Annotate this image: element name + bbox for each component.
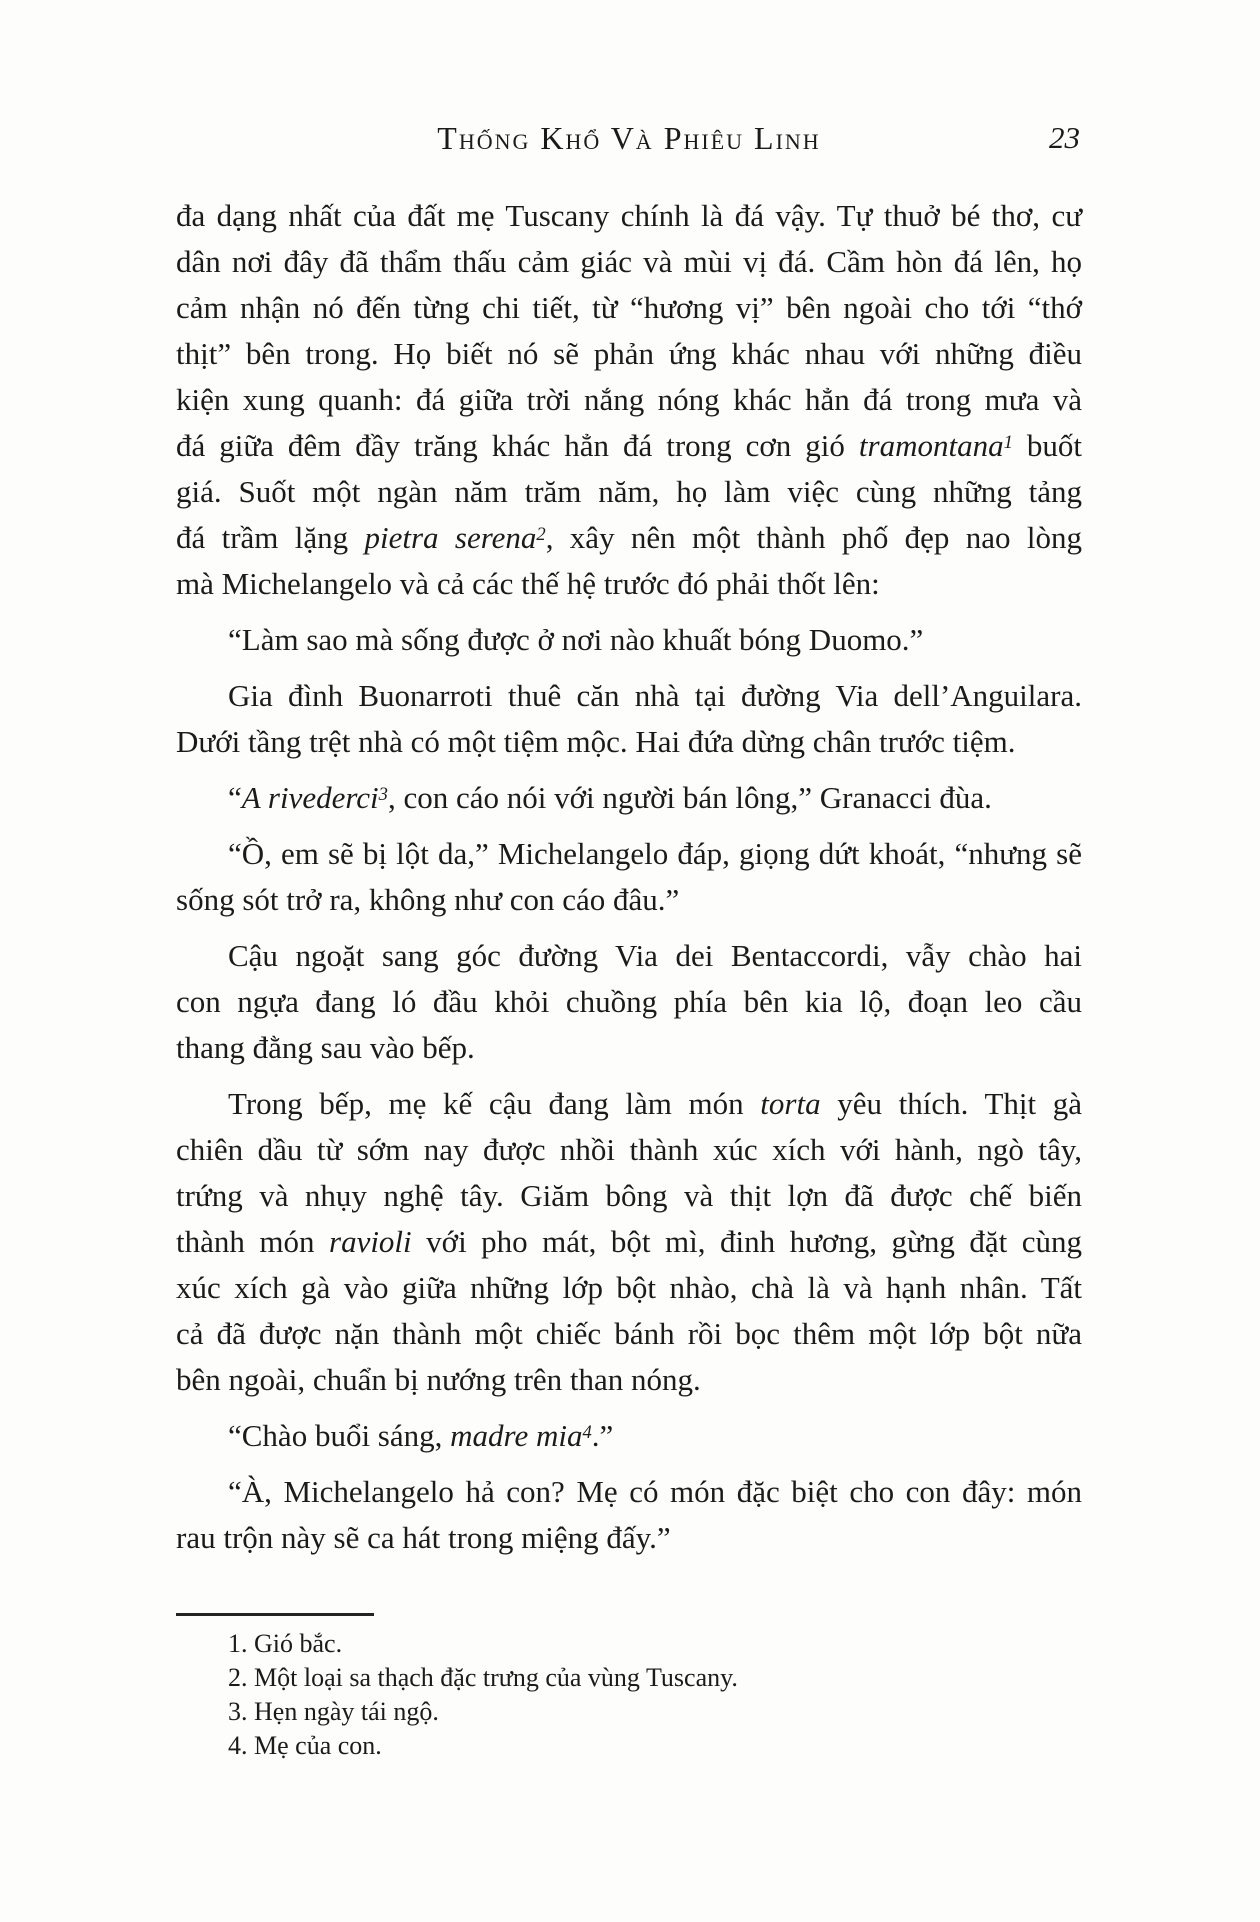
italic-phrase: torta xyxy=(760,1086,821,1121)
italic-phrase: tramontana xyxy=(858,428,1004,463)
paragraph xyxy=(176,1469,1082,1561)
paragraph xyxy=(176,673,1082,765)
footnote-item: 2. Một loại sa thạch đặc trưng của vùng Tuscany. xyxy=(228,1663,738,1692)
text-line: mà Michelangelo và cả các thế hệ trước đó phải thốt lên: xyxy=(176,566,880,601)
paragraph xyxy=(176,933,1082,1071)
text-line: Dưới tầng trệt nhà có một tiệm mộc. Hai đứa dừng chân trước tiệm. xyxy=(176,724,1016,759)
text-line: Trong bếp, mẹ kế cậu đang làm món torta yêu thích. Thịt gà xyxy=(228,1086,1083,1121)
footnote-marker: 4 xyxy=(582,1421,592,1443)
footnote-marker: 3 xyxy=(378,783,388,805)
italic-phrase: madre mia xyxy=(450,1418,583,1453)
text-line: đá trầm lặng pietra serena$^2$, xây nên một thành phố đẹp nao lòng xyxy=(176,520,1083,555)
text-line: đa dạng nhất của đất mẹ Tuscany chính là đá vậy. Tự thuở bé thơ, cư xyxy=(176,198,1082,233)
footnote-item: 4. Mẹ của con. xyxy=(228,1731,382,1760)
text-line: “A rivederci$^3$, con cáo nói với người bán lông,” Granacci đùa. xyxy=(228,780,992,815)
paragraph xyxy=(176,1081,1082,1403)
page-number: 23 xyxy=(1049,120,1080,155)
text-line: “Làm sao mà sống được ở nơi nào khuất bóng Duomo.” xyxy=(228,622,924,657)
paragraph xyxy=(176,831,1082,923)
italic-phrase: A rivederci xyxy=(241,780,379,815)
footnote-divider xyxy=(176,1613,374,1616)
text-line: cảm nhận nó đến từng chi tiết, từ “hương vị” bên ngoài cho tới “thớ xyxy=(176,290,1082,325)
text-line: thịt” bên trong. Họ biết nó sẽ phản ứng khác nhau với những điều xyxy=(176,336,1082,371)
text-line: “À, Michelangelo hả con? Mẹ có món đặc biệt cho con đây: món xyxy=(228,1474,1082,1509)
paragraph xyxy=(176,1413,1082,1459)
running-header-title: Thống Khổ Và Phiêu Linh xyxy=(437,120,821,156)
text-line: rau trộn này sẽ ca hát trong miệng đấy.” xyxy=(176,1520,671,1555)
text-line: trứng và nhụy nghệ tây. Giăm bông và thịt lợn đã được chế biến xyxy=(176,1178,1082,1213)
text-line: cả đã được nặn thành một chiếc bánh rồi bọc thêm một lớp bột nữa xyxy=(176,1316,1082,1351)
text-line: bên ngoài, chuẩn bị nướng trên than nóng. xyxy=(176,1362,701,1397)
text-line: “Ồ, em sẽ bị lột da,” Michelangelo đáp, giọng dứt khoát, “nhưng sẽ xyxy=(228,836,1082,871)
paragraph xyxy=(176,617,1082,663)
text-line: Gia đình Buonarroti thuê căn nhà tại đường Via dell’Anguilara. xyxy=(228,678,1082,713)
italic-phrase: pietra serena xyxy=(364,520,537,555)
footnote-marker: 1 xyxy=(1003,431,1013,453)
text-line: sống sót trở ra, không như con cáo đâu.” xyxy=(176,882,680,917)
footnotes xyxy=(176,1613,1082,1763)
running-header xyxy=(176,118,1082,164)
text-line: kiện xung quanh: đá giữa trời nắng nóng khác hẳn đá trong mưa và xyxy=(176,382,1082,417)
paragraph xyxy=(176,775,1082,821)
footnote-list xyxy=(176,1627,1082,1763)
text-line: đá giữa đêm đầy trăng khác hẳn đá trong cơn gió tramontana$^1$ buốt xyxy=(176,428,1082,463)
footnote-item: 1. Gió bắc. xyxy=(228,1629,343,1658)
text-line: “Chào buổi sáng, madre mia$^4$.” xyxy=(228,1418,614,1453)
text-line: Cậu ngoặt sang góc đường Via dei Bentaccordi, vẫy chào hai xyxy=(228,938,1082,973)
paragraph xyxy=(176,193,1082,607)
footnote-marker: 2 xyxy=(536,523,546,545)
text-line: thang đằng sau vào bếp. xyxy=(176,1030,475,1065)
text-line: giá. Suốt một ngàn năm trăm năm, họ làm việc cùng những tảng xyxy=(176,474,1082,509)
text-line: con ngựa đang ló đầu khỏi chuồng phía bên kia lộ, đoạn leo cầu xyxy=(176,984,1082,1019)
text-line: xúc xích gà vào giữa những lớp bột nhào, chà là và hạnh nhân. Tất xyxy=(176,1270,1082,1305)
text-line: dân nơi đây đã thẩm thấu cảm giác và mùi vị đá. Cầm hòn đá lên, họ xyxy=(176,244,1082,279)
italic-phrase: ravioli xyxy=(329,1224,412,1259)
body-text xyxy=(176,193,1082,1561)
footnote-item: 3. Hẹn ngày tái ngộ. xyxy=(228,1697,439,1726)
text-line: chiên dầu từ sớm nay được nhồi thành xúc xích với hành, ngò tây, xyxy=(176,1132,1082,1167)
text-line: thành món ravioli với pho mát, bột mì, đinh hương, gừng đặt cùng xyxy=(176,1224,1082,1259)
